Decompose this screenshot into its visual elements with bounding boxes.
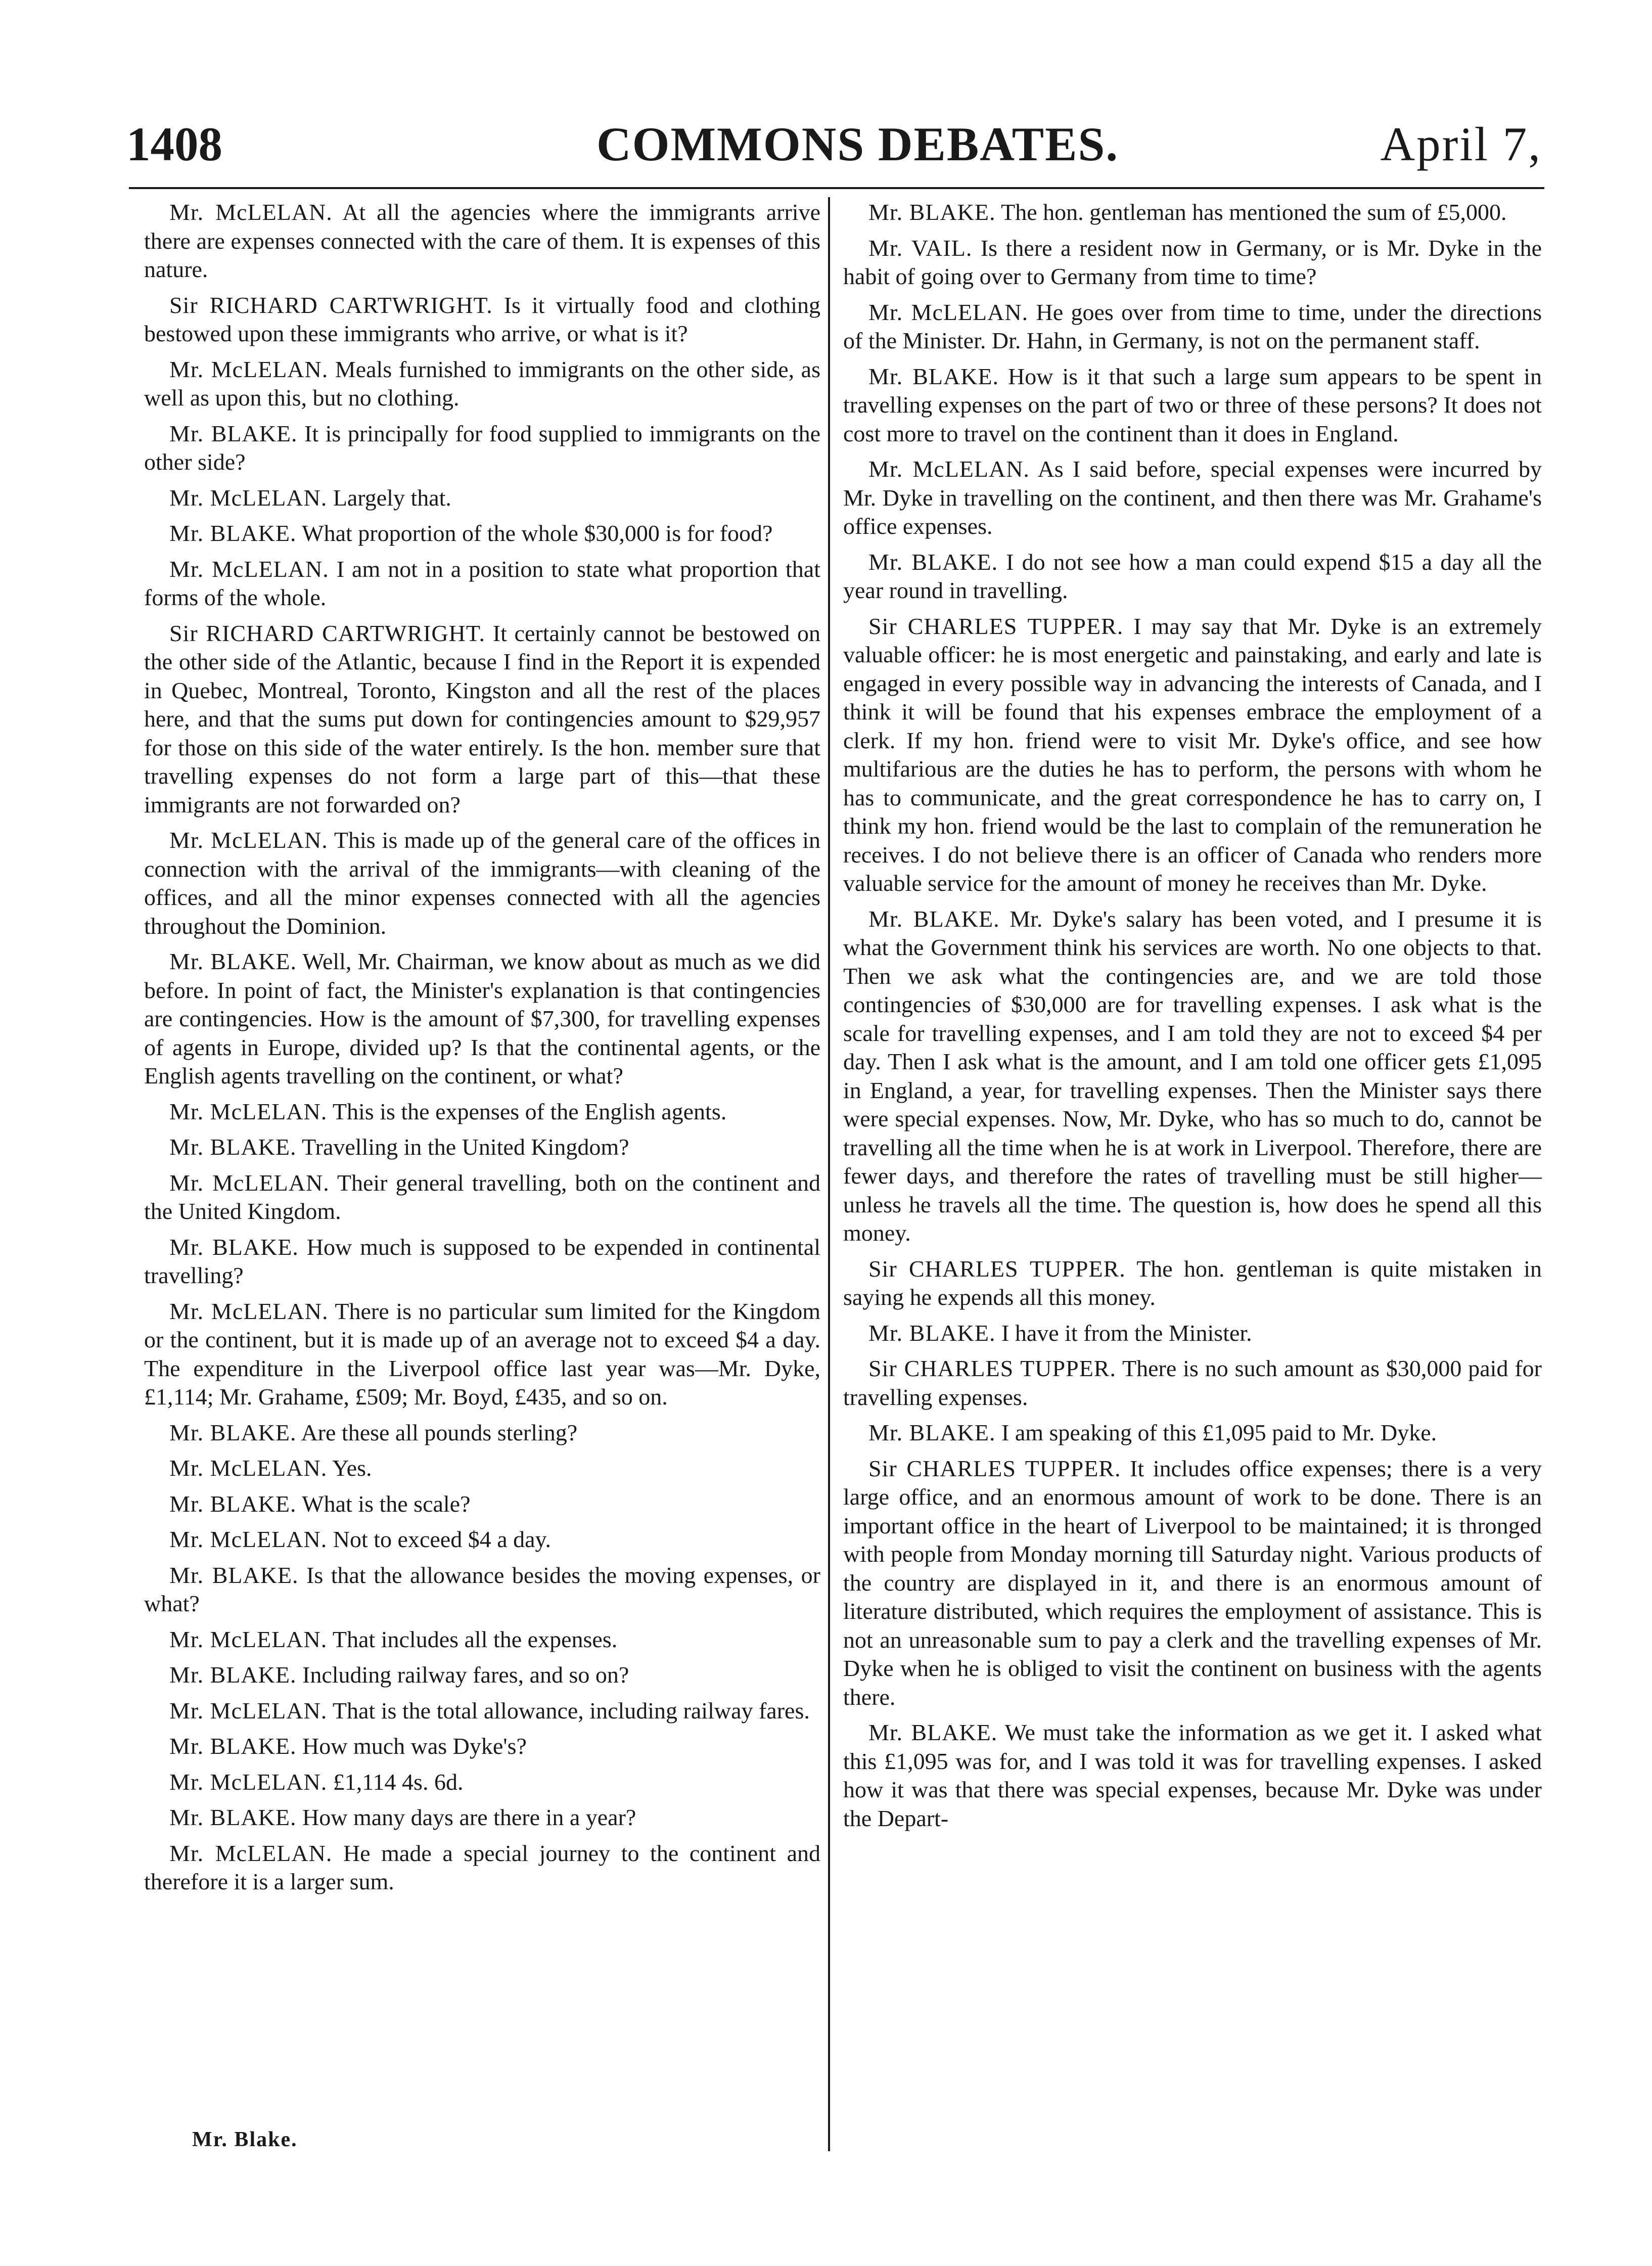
speech-text: It certainly cannot be bestowed on the other side of the Atlantic, because I find in the Report it is expended in Quebec, Montreal, Toronto, Kingston and all the rest of the places here, and that the sums put down for contingencies amount to $29,957 for those on this side of the water entirely. Is the hon. member sure that travelling expenses do not form a large part of this—that these immigrants are not forwarded on? <box>144 620 820 818</box>
speech-text: That includes all the expenses. <box>327 1626 618 1652</box>
speaker-name: Mr. VAIL. <box>868 235 973 261</box>
speech-paragraph <box>144 1454 820 1483</box>
speech-text: It includes office expenses; there is a very large office, and an enormous amount of work to be done. There is an important office in the heart of Liverpool to be maintained; it is thronged with people from Monday morning till Saturday night. Various products of the country are displayed in it, and there is an enormous amount of literature distributed, which requires the employment of assistance. This is not an unreasonable sum to pay a clerk and the travelling expenses of Mr. Dyke when he is obliged to visit the continent on business with the agents there. <box>843 1455 1542 1710</box>
speech-paragraph <box>144 1233 820 1290</box>
speaker-name: Mr. BLAKE. <box>169 420 298 446</box>
speech-text: There is no particular sum limited for the Kingdom or the continent, but it is made up of an average not to exceed $4 a day. The expenditure in the Liverpool office last year was—Mr. Dyke, £1,114; Mr. Grahame, £509; Mr. Boyd, £435, and so on. <box>144 1298 820 1410</box>
speaker-name: Mr. BLAKE. <box>169 948 297 974</box>
speech-paragraph <box>144 947 820 1091</box>
speech-text: At all the agencies where the immigrants arrive there are expenses connected with the care of them. It is expenses of this nature. <box>144 199 820 282</box>
speech-paragraph <box>144 198 820 284</box>
speaker-name: Mr. McLELAN. <box>169 1697 328 1724</box>
speech-text: The hon. gentleman is quite mistaken in saying he expends all this money. <box>843 1255 1542 1310</box>
speech-text: Largely that. <box>327 484 451 511</box>
speaker-name: Mr. BLAKE. <box>868 1719 998 1745</box>
speaker-name: Mr. BLAKE. <box>169 1134 297 1160</box>
speech-text: Is that the allowance besides the moving expenses, or what? <box>144 1562 821 1616</box>
speech-paragraph <box>144 420 820 477</box>
speech-text: Meals furnished to immigrants on the other side, as well as upon this, but no clothing. <box>144 356 820 411</box>
right-column <box>843 198 1542 1840</box>
speaker-name: Mr. BLAKE. <box>169 1419 297 1445</box>
speaker-name: Sir CHARLES TUPPER. <box>868 1255 1126 1282</box>
speaker-name: Mr. BLAKE. <box>868 199 996 225</box>
speech-paragraph <box>144 484 820 513</box>
speech-paragraph <box>843 1354 1542 1412</box>
speech-text: What is the scale? <box>296 1490 471 1517</box>
speaker-name: Mr. BLAKE. <box>868 1320 996 1346</box>
speaker-name: Mr. BLAKE. <box>868 549 998 575</box>
speech-text: I do not see how a man could expend $15 a day all the year round in travelling. <box>843 549 1542 603</box>
speaker-name: Mr. McLELAN. <box>169 356 329 382</box>
speaker-name: Mr. McLELAN. <box>169 1298 329 1324</box>
speech-text: Is it virtually food and clothing bestowed upon these immigrants who arrive, or what is it? <box>144 292 820 346</box>
speaker-name: Mr. BLAKE. <box>169 1804 297 1830</box>
catchword: Mr. Blake. <box>192 2128 298 2151</box>
speech-paragraph <box>144 1525 820 1554</box>
speech-paragraph <box>843 455 1542 541</box>
speech-text: Well, Mr. Chairman, we know about as much as we did before. In point of fact, the Minister's explanation is that contingencies are contingencies. How is the amount of $7,300, for travelling expenses of agents in Europe, divided up? Is that the continental agents, or the English agents travelling on the continent, or what? <box>144 948 821 1089</box>
speaker-name: Sir CHARLES TUPPER. <box>868 613 1124 639</box>
speech-text: What proportion of the whole $30,000 is for food? <box>296 520 773 546</box>
speech-paragraph <box>144 1419 820 1447</box>
speech-text: Travelling in the United Kingdom? <box>296 1134 629 1160</box>
speaker-name: Mr. McLELAN. <box>868 456 1030 482</box>
speaker-name: Mr. McLELAN. <box>868 299 1029 325</box>
speech-text: Mr. Dyke's salary has been voted, and I presume it is what the Government think his services are worth. No one objects to that. Then we ask what the contingencies are, and we are told those contingencies of $30,000 are for travelling expenses. I ask what is the scale for travelling expenses, and I am told they are not to exceed $4 per day. Then I ask what is the amount, and I am told one officer gets £1,095 in England, a year, for travelling expenses. Then the Minister says there were special expenses. Now, Mr. Dyke, who has so much to do, cannot be travelling all the time when he is at work in Liverpool. Therefore, there are fewer days, and therefore the rates of travelling must be still higher—unless he travels all the time. The question is, how does he spend all this money. <box>843 905 1542 1246</box>
speech-text: This is the expenses of the English agents. <box>327 1098 727 1124</box>
speaker-name: Mr. McLELAN. <box>169 484 328 511</box>
speech-text: I am speaking of this £1,095 paid to Mr. Dyke. <box>995 1420 1437 1445</box>
column-divider <box>828 197 830 2151</box>
speaker-name: Mr. McLELAN. <box>169 1098 328 1124</box>
speech-text: The hon. gentleman has mentioned the sum of £5,000. <box>995 199 1507 225</box>
speech-paragraph <box>144 1625 820 1654</box>
page-header <box>126 104 1542 179</box>
speech-text: How many days are there in a year? <box>296 1804 636 1830</box>
speaker-name: Mr. BLAKE. <box>169 1562 299 1588</box>
speaker-name: Mr. McLELAN. <box>169 1840 333 1866</box>
speech-text: Yes. <box>327 1455 372 1481</box>
speech-paragraph <box>843 298 1542 355</box>
speech-paragraph <box>144 1490 820 1519</box>
speech-text: Their general travelling, both on the continent and the United Kingdom. <box>144 1169 820 1224</box>
speech-paragraph <box>144 291 820 348</box>
speech-text: As I said before, special expenses were incurred by Mr. Dyke in travelling on the continent, and then there was Mr. Grahame's office expenses. <box>843 456 1542 539</box>
speaker-name: Mr. McLELAN. <box>169 1169 330 1196</box>
speaker-name: Mr. BLAKE. <box>868 1420 996 1445</box>
speaker-name: Mr. McLELAN. <box>169 199 333 225</box>
speech-paragraph <box>144 1133 820 1162</box>
speaker-name: Mr. BLAKE. <box>169 1490 297 1517</box>
speech-text: I have it from the Minister. <box>995 1320 1252 1346</box>
speech-text: I am not in a position to state what proportion that forms of the whole. <box>144 556 820 610</box>
speaker-name: Mr. McLELAN. <box>169 1626 328 1652</box>
speaker-name: Mr. McLELAN. <box>169 827 328 853</box>
speech-paragraph <box>144 519 820 548</box>
speech-text: How is it that such a large sum appears to be spent in travelling expenses on the part of two or three of these persons? It does not cost more to travel on the continent than it does in England. <box>843 363 1542 446</box>
speech-text: There is no such amount as $30,000 paid for travelling expenses. <box>843 1355 1542 1410</box>
speech-text: He goes over from time to time, under the directions of the Minister. Dr. Hahn, in Germany, is not on the permanent staff. <box>843 299 1542 353</box>
speech-paragraph <box>144 1803 820 1832</box>
speaker-name: Mr. McLELAN. <box>169 1455 328 1481</box>
speech-text: Is there a resident now in Germany, or is Mr. Dyke in the habit of going over to Germany from time to time? <box>843 235 1542 289</box>
left-column <box>144 198 820 1904</box>
speech-paragraph <box>843 612 1542 898</box>
header-rule <box>129 187 1544 189</box>
speech-text: Not to exceed $4 a day. <box>327 1526 552 1552</box>
speaker-name: Sir RICHARD CARTWRIGHT. <box>169 292 493 318</box>
header-date: April 7, <box>1380 117 1542 171</box>
speaker-name: Mr. BLAKE. <box>868 905 1000 932</box>
speech-text: Including railway fares, and so on? <box>296 1662 629 1688</box>
speech-text: He made a special journey to the continent and therefore it is a larger sum. <box>144 1840 820 1894</box>
speech-paragraph <box>144 1661 820 1690</box>
speech-paragraph <box>843 1319 1542 1348</box>
speech-text: How much is supposed to be expended in continental travelling? <box>144 1234 821 1288</box>
speaker-name: Mr. BLAKE. <box>868 363 999 389</box>
speech-paragraph <box>144 1098 820 1126</box>
speaker-name: Sir CHARLES TUPPER. <box>868 1455 1121 1481</box>
speech-text: That is the total allowance, including railway fares. <box>327 1697 810 1724</box>
speech-text: This is made up of the general care of the offices in connection with the arrival of the immigrants—with cleaning of the offices, and all the minor expenses connected with all the agencies throughout the Dominion. <box>144 827 820 939</box>
speech-paragraph <box>144 555 820 612</box>
speaker-name: Sir RICHARD CARTWRIGHT. <box>169 620 486 646</box>
speech-paragraph <box>144 355 820 413</box>
speech-text: Are these all pounds sterling? <box>296 1419 578 1445</box>
speaker-name: Mr. BLAKE. <box>169 1662 297 1688</box>
speech-paragraph <box>144 1839 820 1896</box>
speaker-name: Mr. BLAKE. <box>169 1234 299 1260</box>
speech-paragraph <box>843 905 1542 1248</box>
speaker-name: Mr. BLAKE. <box>169 1733 297 1759</box>
speech-text: We must take the information as we get it. I asked what this £1,095 was for, and I was told it was for travelling expenses. I asked how it was that there was special expenses, because Mr. Dyke was under the Depart- <box>843 1719 1542 1831</box>
speaker-name: Mr. BLAKE. <box>169 520 297 546</box>
speech-paragraph <box>144 1768 820 1797</box>
speech-paragraph <box>144 826 820 940</box>
speech-paragraph <box>843 1718 1542 1833</box>
speech-paragraph <box>144 1561 820 1618</box>
speaker-name: Sir CHARLES TUPPER. <box>868 1355 1116 1381</box>
speaker-name: Mr. McLELAN. <box>169 1769 328 1795</box>
speech-paragraph <box>144 1732 820 1761</box>
speech-paragraph <box>843 362 1542 448</box>
speech-paragraph <box>843 1255 1542 1312</box>
speech-paragraph <box>843 548 1542 605</box>
page-number: 1408 <box>126 117 222 171</box>
speech-paragraph <box>144 1297 820 1412</box>
speech-paragraph <box>843 1455 1542 1712</box>
speech-paragraph <box>144 619 820 820</box>
speech-paragraph <box>843 234 1542 291</box>
speech-text: £1,114 4s. 6d. <box>327 1769 464 1795</box>
speech-paragraph <box>144 1169 820 1226</box>
speaker-name: Mr. McLELAN. <box>169 1526 328 1552</box>
speech-paragraph <box>843 198 1542 227</box>
speech-text: I may say that Mr. Dyke is an extremely valuable officer: he is most energetic and painstaking, and early and late is engaged in every possible way in advancing the interests of Canada, and I think it will be found that his expenses embrace the employment of a clerk. If my hon. friend were to visit Mr. Dyke's office, and see how multifarious are the duties he has to perform, the persons with whom he has to communicate, and the great correspondence he has to carry on, I think my hon. friend would be the last to complain of the remuneration he receives. I do not believe there is an officer of Canada who renders more valuable service for the amount of money he receives than Mr. Dyke. <box>843 613 1542 896</box>
speech-text: It is principally for food supplied to immigrants on the other side? <box>144 420 821 475</box>
speech-paragraph <box>144 1697 820 1726</box>
speech-paragraph <box>843 1419 1542 1447</box>
page-title: COMMONS DEBATES. <box>596 117 1119 171</box>
speaker-name: Mr. McLELAN. <box>169 556 329 582</box>
speech-text: How much was Dyke's? <box>296 1733 527 1759</box>
